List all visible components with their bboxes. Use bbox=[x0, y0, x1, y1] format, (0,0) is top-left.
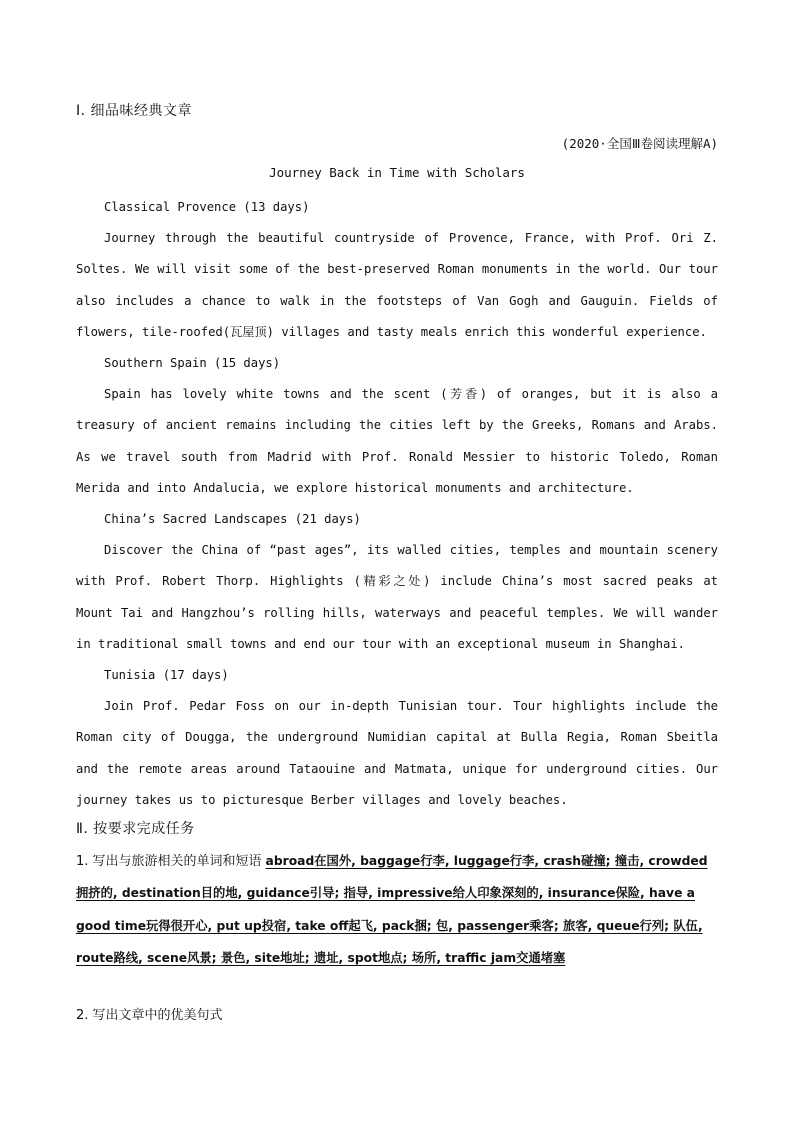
tour-description: Journey through the beautiful countryside of Provence, France, with Prof. Ori Z. Soltes. We will visit some of the best-preserved Roman monuments in the world. Our tour also includes a chance to walk in the footsteps of Van Gogh and Gauguin. Fields of flowers, tile-roofed(瓦屋顶) villages and tasty meals enrich this wonderful experience. bbox=[76, 231, 718, 339]
source-citation: (2020·全国Ⅲ卷阅读理解A) bbox=[561, 136, 718, 151]
task-1-label: 1. 写出与旅游相关的单词和短语 bbox=[76, 854, 262, 869]
tour-name: Tunisia (17 days) bbox=[104, 668, 229, 683]
task-1 bbox=[76, 845, 718, 974]
section-2-heading: Ⅱ. 按要求完成任务 bbox=[76, 821, 195, 837]
section-1-heading: Ⅰ. 细品味经典文章 bbox=[76, 103, 193, 119]
tour-name: Southern Spain (15 days) bbox=[104, 356, 281, 371]
article-body bbox=[76, 192, 718, 816]
article-title: Journey Back in Time with Scholars bbox=[269, 165, 525, 180]
task-2-label: 2. 写出文章中的优美句式 bbox=[76, 1008, 223, 1023]
tour-name: China’s Sacred Landscapes (21 days) bbox=[104, 512, 361, 527]
task-1-answer: abroad在国外, baggage行李, luggage行李, crash碰撞; 撞击, crowded拥挤的, destination目的地, guidance引导; 指导, impressive给人印象深刻的, insurance保险, have a good time玩得很开心, put up投宿, take off起飞, pack捆; 包, passenger乘客; 旅客, queue行列; 队伍, route路线, scene风景; 景色, site地址; 遗址, spot地点; 场所, traffic jam交通堵塞 bbox=[76, 854, 708, 965]
tour-description: Join Prof. Pedar Foss on our in-depth Tunisian tour. Tour highlights include the Roman city of Dougga, the underground Numidian capital at Bulla Regia, Roman Sbeitla and the remote areas around Tataouine and Matmata, unique for underground cities. Our journey takes us to picturesque Berber villages and lovely beaches. bbox=[76, 699, 718, 807]
tour-description: Spain has lovely white towns and the scent (芳香) of oranges, but it is also a treasury of ancient remains including the cities left by the Greeks, Romans and Arabs. As we travel south from Madrid with Prof. Ronald Messier to historic Toledo, Roman Merida and into Andalucia, we explore historical monuments and architecture. bbox=[76, 387, 718, 495]
tour-name: Classical Provence (13 days) bbox=[104, 200, 310, 214]
tour-description: Discover the China of “past ages”, its walled cities, temples and mountain scenery with Prof. Robert Thorp. Highlights (精彩之处) include China’s most sacred peaks at Mount Tai and Hangzhou’s rolling hills, waterways and peaceful temples. We will wander in traditional small towns and end our tour with an exceptional museum in Shanghai. bbox=[76, 543, 718, 651]
